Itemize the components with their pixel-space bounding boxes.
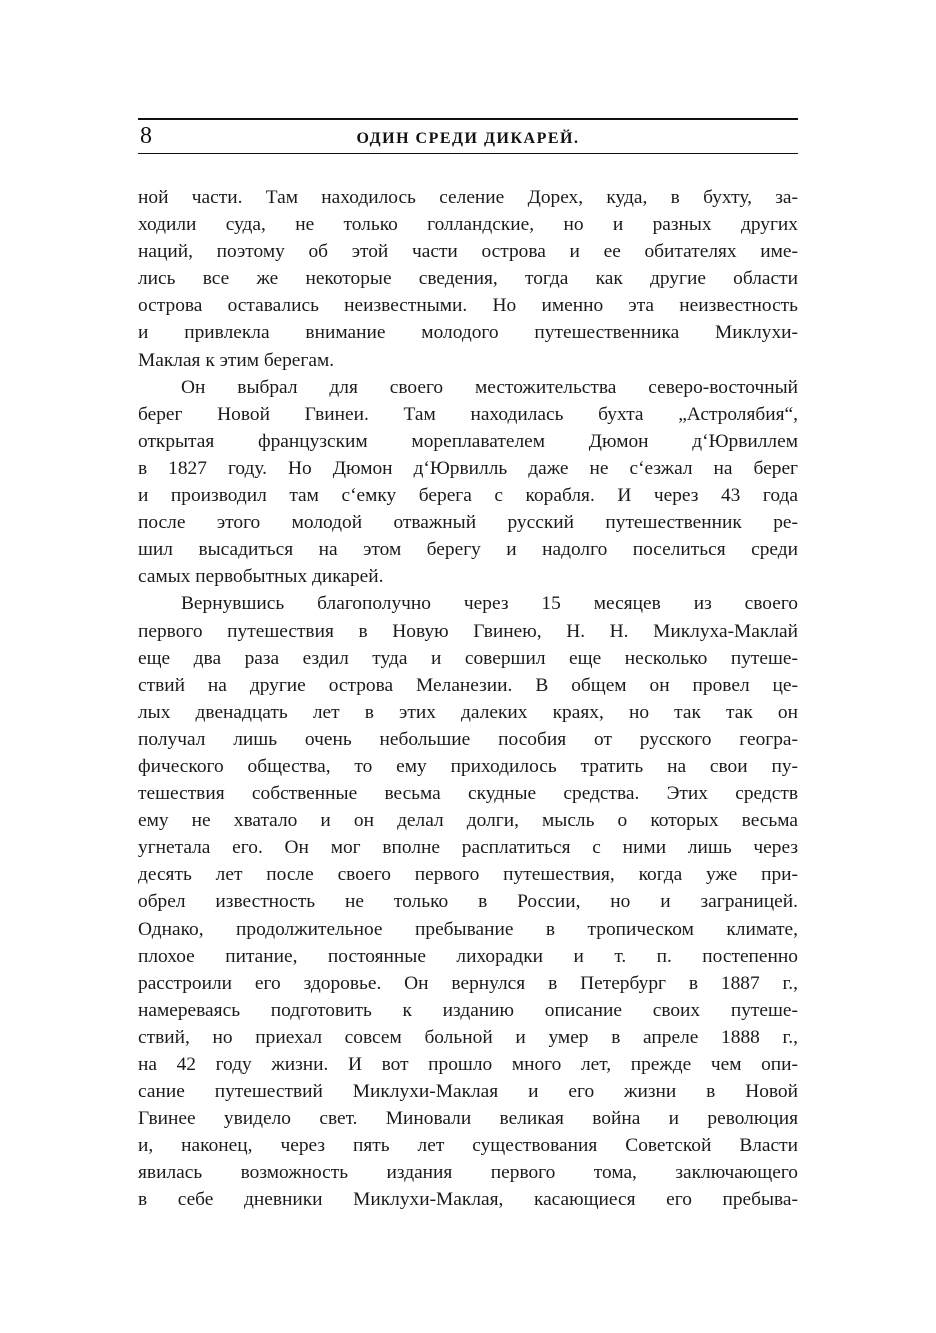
- text-line: тешествия собственные весьма скудные средства. Этих средств: [138, 783, 798, 805]
- text-line: лых двенадцать лет в этих далеких краях, но так так он: [138, 701, 798, 723]
- text-line: наций, поэтому об этой части острова и ее обитателях име-: [138, 241, 798, 263]
- text-line: сание путешествий Миклухи-Маклая и его жизни в Новой: [138, 1081, 798, 1103]
- text-line: в себе дневники Миклухи-Маклая, касающиеся его пребыва-: [138, 1189, 798, 1211]
- text-line: ной части. Там находилось селение Дорех, куда, в бухту, за-: [138, 187, 798, 208]
- text-line: еще два раза ездил туда и совершил еще несколько путеше-: [138, 647, 798, 669]
- text-line: Он выбрал для своего местожительства северо-восточный: [181, 376, 798, 398]
- text-line: фического общества, то ему приходилось тратить на свои пу-: [138, 755, 798, 777]
- paragraph: [138, 590, 798, 1213]
- running-title: ОДИН СРЕДИ ДИКАРЕЙ.: [356, 130, 580, 147]
- text-line: самых первобытных дикарей.: [138, 566, 384, 588]
- text-line: обрел известность не только в России, но и заграницей.: [138, 891, 798, 913]
- paragraph: [138, 184, 798, 374]
- header-bottom-rule: [138, 153, 798, 154]
- text-line: и, наконец, через пять лет существования Советской Власти: [138, 1135, 798, 1157]
- text-line: угнетала его. Он мог вполне расплатиться с ними лишь через: [138, 837, 798, 859]
- text-line: ходили суда, не только голландские, но и разных других: [138, 214, 798, 236]
- text-line: плохое питание, постоянные лихорадки и т. п. постепенно: [138, 945, 798, 967]
- text-line: ствий, но приехал совсем больной и умер в апреле 1888 г.,: [138, 1026, 798, 1048]
- text-line: расстроили его здоровье. Он вернулся в Петербург в 1887 г.,: [138, 972, 798, 994]
- text-line: Маклая к этим берегам.: [138, 349, 335, 371]
- text-line: острова оставались неизвестными. Но именно эта неизвестность: [138, 295, 798, 317]
- text-line: десять лет после своего первого путешествия, когда уже при-: [138, 864, 798, 886]
- text-line: шил высадиться на этом берегу и надолго поселиться среди: [138, 539, 798, 561]
- body-text: [138, 184, 798, 1214]
- text-line: и производил там с‘емку берега с корабля. И через 43 года: [138, 485, 798, 507]
- text-line: ему не хватало и он делал долги, мысль о которых весьма: [138, 810, 798, 832]
- header-top-rule: [138, 118, 798, 120]
- page-number: 8: [140, 123, 152, 149]
- text-line: в 1827 году. Но Дюмон д‘Юрвилль даже не с‘езжал на берег: [138, 457, 798, 479]
- text-line: получал лишь очень небольшие пособия от русского геогра-: [138, 728, 798, 750]
- paragraph: [138, 374, 798, 591]
- text-line: Гвинее увидело свет. Миновали великая война и революция: [138, 1108, 798, 1130]
- text-line: Вернувшись благополучно через 15 месяцев из своего: [181, 593, 798, 615]
- text-line: лись все же некоторые сведения, тогда как другие области: [138, 268, 798, 290]
- text-line: ствий на другие острова Меланезии. В общем он провел це-: [138, 674, 798, 696]
- text-line: на 42 году жизни. И вот прошло много лет, прежде чем опи-: [138, 1054, 798, 1075]
- text-line: и привлекла внимание молодого путешественника Миклухи-: [138, 322, 798, 344]
- text-line: явилась возможность издания первого тома, заключающего: [138, 1162, 798, 1184]
- text-line: берег Новой Гвинеи. Там находилась бухта „Астролябия“,: [138, 403, 798, 425]
- text-line: открытая французским мореплавателем Дюмон д‘Юрвиллем: [138, 430, 798, 452]
- text-line: первого путешествия в Новую Гвинею, Н. Н. Миклуха-Маклай: [138, 620, 798, 642]
- text-line: после этого молодой отважный русский путешественник ре-: [138, 512, 798, 534]
- text-line: Однако, продолжительное пребывание в тропическом климате,: [138, 918, 798, 940]
- text-line: намереваясь подготовить к изданию описание своих путеше-: [138, 999, 798, 1021]
